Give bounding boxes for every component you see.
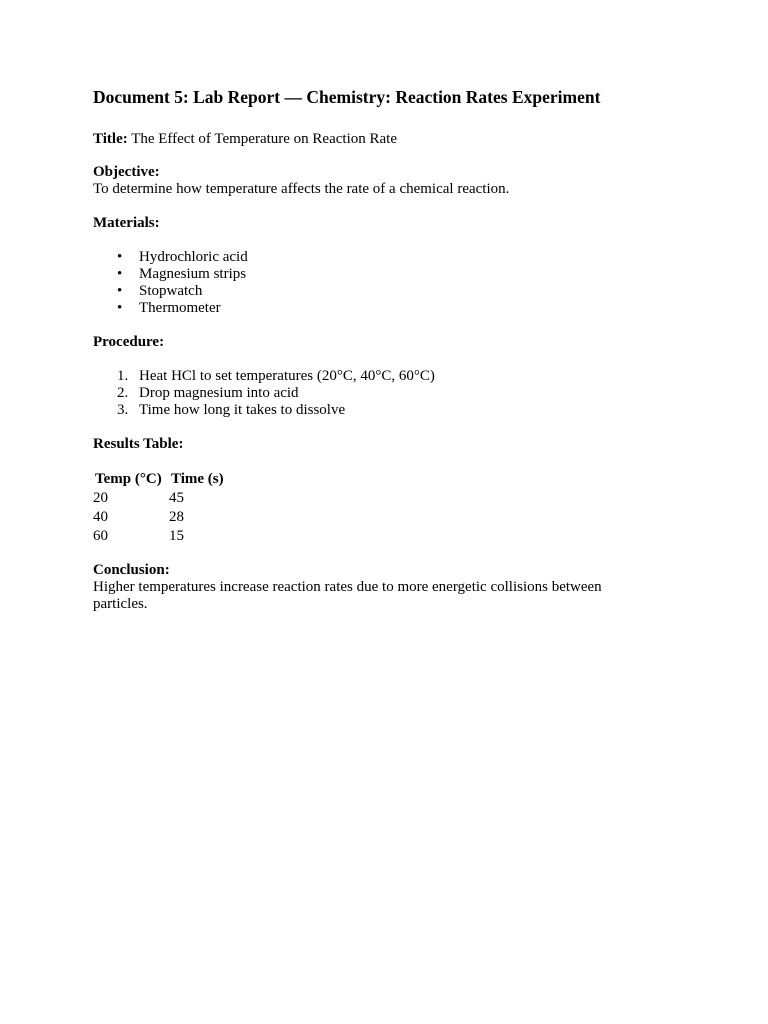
table-header-row [93,470,226,489]
cell-time: 45 [169,490,184,506]
table-row [93,527,226,546]
material-item-label: Stopwatch [139,283,203,299]
list-item [117,283,693,300]
step-number: 1. [117,368,129,384]
step-text: Time how long it takes to dissolve [139,402,346,418]
objective-section [93,164,693,198]
objective-heading: Objective: [93,164,160,180]
title-text: The Effect of Temperature on Reaction Rate [127,131,397,147]
bullet-icon: • [117,266,123,282]
step-number: 2. [117,385,129,401]
list-item [117,402,693,419]
materials-section [93,215,693,317]
objective-text: To determine how temperature affects the rate of a chemical reaction. [93,181,510,197]
bullet-icon: • [117,300,123,316]
list-item [117,266,693,283]
list-item [117,249,693,266]
table-row [93,489,226,508]
procedure-section [93,334,693,419]
results-table [93,470,226,546]
materials-heading: Materials: [93,215,160,231]
cell-time: 28 [169,509,184,525]
cell-temp: 40 [93,509,108,525]
material-item-label: Thermometer [139,300,221,316]
step-text: Heat HCl to set temperatures (20°C, 40°C, 60°C) [139,368,435,384]
cell-temp: 20 [93,490,108,506]
list-item [117,368,693,385]
document-heading: Document 5: Lab Report — Chemistry: Reaction Rates Experiment [93,87,601,107]
list-item [117,300,693,317]
report-title-line [93,131,693,148]
title-label: Title: [93,131,128,147]
table-row [93,508,226,527]
material-item-label: Hydrochloric acid [139,249,248,265]
cell-time: 15 [169,528,184,544]
bullet-icon: • [117,283,123,299]
step-number: 3. [117,402,129,418]
material-item-label: Magnesium strips [139,266,247,282]
cell-temp: 60 [93,528,108,544]
materials-list [93,249,693,317]
conclusion-heading: Conclusion: [93,562,170,578]
list-item [117,385,693,402]
step-text: Drop magnesium into acid [139,385,299,401]
results-heading: Results Table: [93,436,184,452]
column-header-temp: Temp (°C) [95,471,162,487]
document-page [93,84,693,613]
conclusion-text: Higher temperatures increase reaction rates due to more energetic collisions between particles. [93,579,602,612]
procedure-heading: Procedure: [93,334,165,350]
procedure-list [93,368,693,419]
results-section [93,436,693,546]
conclusion-section [93,562,693,613]
column-header-time: Time (s) [171,471,224,487]
bullet-icon: • [117,249,123,265]
